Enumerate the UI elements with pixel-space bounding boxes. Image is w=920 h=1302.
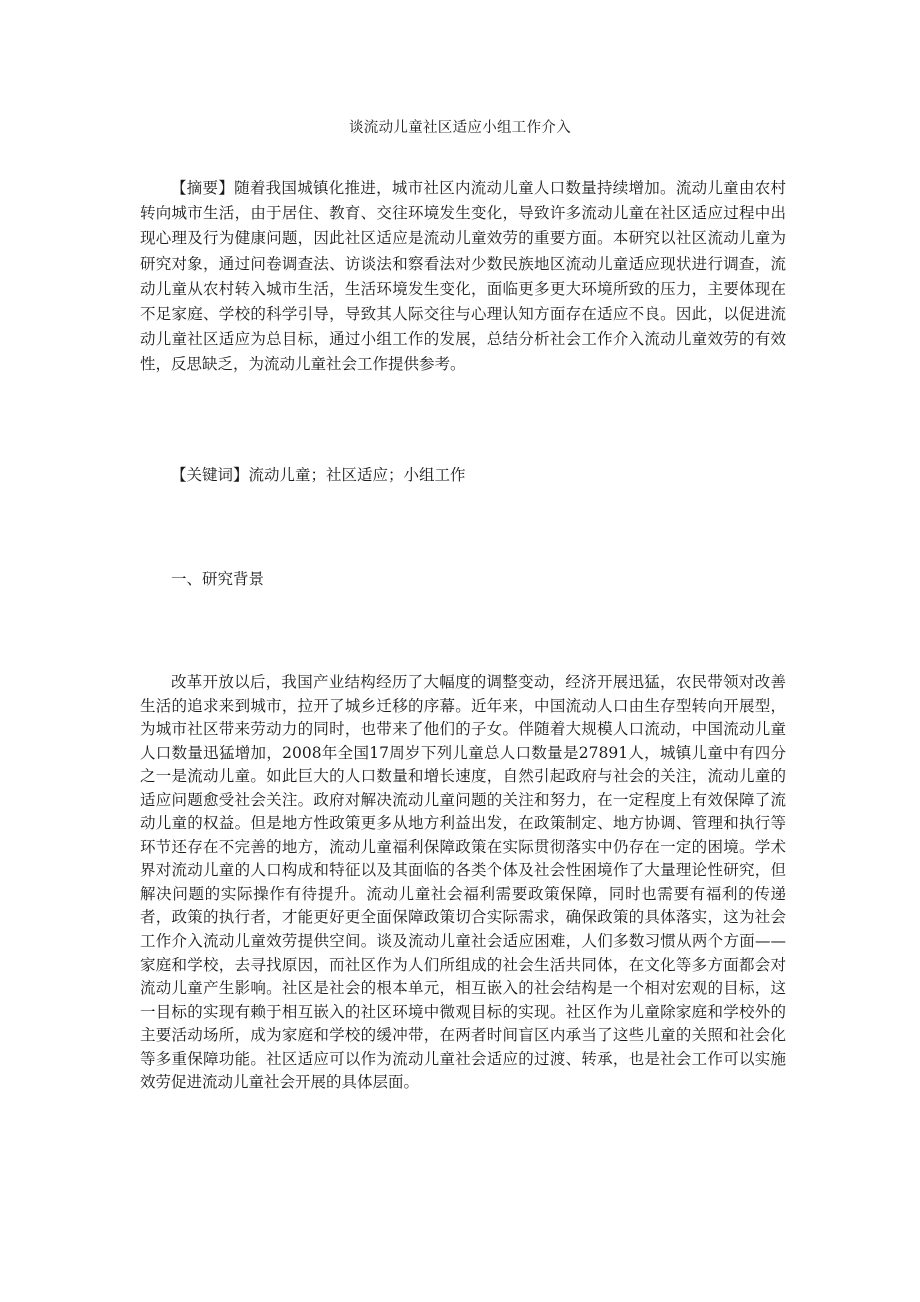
keywords-paragraph (140, 463, 786, 488)
body-paragraph: 改革开放以后，我国产业结构经历了大幅度的调整变动，经济开展迅猛，农民带领对改善生活的追求来到城市，拉开了城乡迁移的序幕。近年来，中国流动人口由生存型转向开展型，为城市社区带来劳动力的同时，也带来了他们的子女。伴随着大规模人口流动，中国流动儿童人口数量迅猛增加，2008年全国17周岁下列儿童总人口数量是27891人，城镇儿童中有四分之一是流动儿童。如此巨大的人口数量和增长速度，自然引起政府与社会的关注，流动儿童的适应问题愈受社会关注。政府对解决流动儿童问题的关注和努力，在一定程度上有效保障了流动儿童的权益。但是地方性政策更多从地方利益出发，在政策制定、地方协调、管理和执行等环节还存在不完善的地方，流动儿童福利保障政策在实际贯彻落实中仍存在一定的困境。学术界对流动儿童的人口构成和特征以及其面临的各类个体及社会性困境作了大量理论性研究，但解决问题的实际操作有待提升。流动儿童社会福利需要政策保障，同时也需要有福利的传递者，政策的执行者，才能更好更全面保障政策切合实际需求，确保政策的具体落实，这为社会工作介入流动儿童效劳提供空间。谈及流动儿童社会适应困难，人们多数习惯从两个方面——家庭和学校，去寻找原因，而社区作为人们所组成的社会生活共同体，在文化等多方面都会对流动儿童产生影响。社区是社会的根本单元，相互嵌入的社会结构是一个相对宏观的目标，这一目标的实现有赖于相互嵌入的社区环境中微观目标的实现。社区作为儿童除家庭和学校外的主要活动场所，成为家庭和学校的缓冲带，在两者时间盲区内承当了这些儿童的关照和社会化等多重保障功能。社区适应可以作为流动儿童社会适应的过渡、转承，也是社会工作可以实施效劳促进流动儿童社会开展的具体层面。 (140, 673, 786, 1092)
abstract-label: 【摘要】 (171, 179, 235, 197)
keywords-label: 【关键词】 (171, 466, 249, 484)
document-title: 谈流动儿童社区适应小组工作介入 (349, 120, 571, 136)
abstract-paragraph (140, 176, 786, 378)
section-heading: 一、研究背景 (171, 570, 265, 588)
keywords-text: 流动儿童；社区适应；小组工作 (248, 466, 466, 484)
abstract-text: 随着我国城镇化推进，城市社区内流动儿童人口数量持续增加。流动儿童由农村转向城市生活，由于居住、教育、交往环境发生变化，导致许多流动儿童在社区适应过程中出现心理及行为健康问题，因此社区适应是流动儿童效劳的重要方面。本研究以社区流动儿童为研究对象，通过问卷调查法、访谈法和察看法对少数民族地区流动儿童适应现状进行调查，流动儿童从农村转入城市生活，生活环境发生变化，面临更多更大环境所致的压力，主要体现在不足家庭、学校的科学引导，导致其人际交往与心理认知方面存在适应不良。因此，以促进流动儿童社区适应为总目标，通过小组工作的发展，总结分析社会工作介入流动儿童效劳的有效性，反思缺乏，为流动儿童社会工作提供参考。 (140, 179, 786, 374)
